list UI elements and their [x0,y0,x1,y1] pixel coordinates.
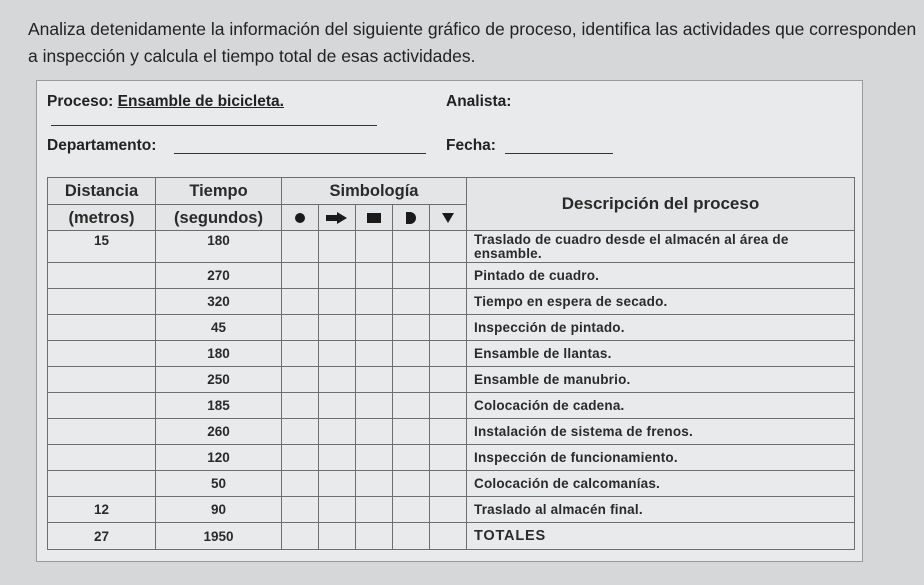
tiempo-cell: 270 [156,263,282,289]
symbol-cell[interactable] [356,341,393,367]
symbol-cell[interactable] [430,289,467,315]
symbol-cell[interactable] [430,263,467,289]
symbol-cell[interactable] [319,445,356,471]
symbol-cell[interactable] [319,471,356,497]
inspection-square-icon [356,205,393,231]
process-table [47,177,855,550]
distancia-cell [48,315,156,341]
symbol-cell[interactable] [319,315,356,341]
symbol-cell[interactable] [319,231,356,263]
descripcion-cell: Traslado al almacén final. [467,497,855,523]
departamento-blank [174,153,426,154]
symbol-cell[interactable] [356,289,393,315]
total-tiempo: 1950 [156,523,282,550]
distancia-cell [48,471,156,497]
symbol-cell[interactable] [430,471,467,497]
table-row [48,341,855,367]
symbol-cell[interactable] [319,263,356,289]
table-row [48,393,855,419]
symbol-cell[interactable] [282,263,319,289]
symbol-total-cell[interactable] [393,523,430,550]
table-row [48,367,855,393]
distancia-cell: 15 [48,231,156,263]
symbol-cell[interactable] [393,263,430,289]
header-tiempo: Tiempo [156,178,282,205]
tiempo-cell: 120 [156,445,282,471]
symbol-cell[interactable] [356,231,393,263]
process-chart-sheet [36,80,863,562]
proceso-value: Ensamble de bicicleta. [117,93,284,110]
symbol-cell[interactable] [393,367,430,393]
descripcion-cell: Colocación de cadena. [467,393,855,419]
descripcion-cell: Ensamble de llantas. [467,341,855,367]
header-simbologia: Simbología [282,178,467,205]
symbol-cell[interactable] [282,497,319,523]
table-row [48,497,855,523]
delay-d-icon [393,205,430,231]
descripcion-cell: Inspección de funcionamiento. [467,445,855,471]
fecha-label: Fecha: [446,137,496,154]
descripcion-cell: Colocación de calcomanías. [467,471,855,497]
symbol-cell[interactable] [319,419,356,445]
proceso-underline [51,125,377,126]
symbol-cell[interactable] [282,445,319,471]
operation-circle-icon [282,205,319,231]
tiempo-cell: 260 [156,419,282,445]
table-row [48,419,855,445]
descripcion-cell: Pintado de cuadro. [467,263,855,289]
tiempo-cell: 250 [156,367,282,393]
tiempo-cell: 180 [156,231,282,263]
totals-row [48,523,855,550]
symbol-cell[interactable] [393,231,430,263]
tiempo-cell: 320 [156,289,282,315]
distancia-cell [48,263,156,289]
totals-label: TOTALES [467,523,855,550]
distancia-cell [48,419,156,445]
distancia-cell: 12 [48,497,156,523]
symbol-cell[interactable] [393,445,430,471]
tiempo-cell: 45 [156,315,282,341]
symbol-total-cell[interactable] [430,523,467,550]
descripcion-cell: Tiempo en espera de secado. [467,289,855,315]
fecha-blank [505,153,613,154]
question-text: Analiza detenidamente la información del siguiente gráfico de proceso, identifica las actividades que corresponden a inspección y calcula el tiempo total de esas actividades. [28,19,917,66]
symbol-cell[interactable] [356,367,393,393]
symbol-cell[interactable] [319,289,356,315]
symbol-cell[interactable] [356,445,393,471]
symbol-cell[interactable] [430,341,467,367]
symbol-cell[interactable] [393,393,430,419]
table-row [48,445,855,471]
distancia-cell [48,367,156,393]
distancia-cell [48,445,156,471]
distancia-cell [48,341,156,367]
symbol-cell[interactable] [282,367,319,393]
proceso-field [47,93,284,111]
tiempo-cell: 50 [156,471,282,497]
symbol-cell[interactable] [282,289,319,315]
header-distancia: Distancia [48,178,156,205]
symbol-cell[interactable] [356,497,393,523]
symbol-cell[interactable] [430,367,467,393]
symbol-cell[interactable] [393,497,430,523]
transport-arrow-icon [319,205,356,231]
symbol-cell[interactable] [356,471,393,497]
table-row [48,289,855,315]
symbol-cell[interactable] [356,393,393,419]
header-tiempo-unit: (segundos) [156,205,282,231]
symbol-cell[interactable] [430,231,467,263]
symbol-cell[interactable] [393,471,430,497]
symbol-cell[interactable] [282,341,319,367]
descripcion-cell: Inspección de pintado. [467,315,855,341]
symbol-cell[interactable] [393,419,430,445]
symbol-cell[interactable] [393,315,430,341]
symbol-cell[interactable] [282,419,319,445]
header-distancia-unit: (metros) [48,205,156,231]
tiempo-cell: 90 [156,497,282,523]
symbol-total-cell[interactable] [319,523,356,550]
table-row [48,231,855,263]
distancia-cell [48,393,156,419]
symbol-cell[interactable] [319,497,356,523]
tiempo-cell: 185 [156,393,282,419]
distancia-cell [48,289,156,315]
symbol-cell[interactable] [430,497,467,523]
tiempo-cell: 180 [156,341,282,367]
symbol-cell[interactable] [319,393,356,419]
symbol-cell[interactable] [282,393,319,419]
symbol-cell[interactable] [319,367,356,393]
descripcion-cell: Ensamble de manubrio. [467,367,855,393]
table-row [48,263,855,289]
symbol-cell[interactable] [393,289,430,315]
departamento-label: Departamento: [47,137,157,154]
total-distancia: 27 [48,523,156,550]
symbol-cell[interactable] [430,315,467,341]
symbol-cell[interactable] [430,419,467,445]
header-descripcion: Descripción del proceso [467,178,855,231]
symbol-cell[interactable] [356,315,393,341]
proceso-label: Proceso: [47,93,114,110]
symbol-cell[interactable] [430,445,467,471]
symbol-total-cell[interactable] [282,523,319,550]
symbol-cell[interactable] [282,231,319,263]
symbol-cell[interactable] [393,341,430,367]
table-row [48,315,855,341]
storage-triangle-icon [430,205,467,231]
symbol-cell[interactable] [430,393,467,419]
symbol-cell[interactable] [356,263,393,289]
symbol-cell[interactable] [356,419,393,445]
symbol-total-cell[interactable] [356,523,393,550]
table-row [48,471,855,497]
symbol-cell[interactable] [282,471,319,497]
symbol-cell[interactable] [282,315,319,341]
descripcion-cell: Instalación de sistema de frenos. [467,419,855,445]
descripcion-cell: Traslado de cuadro desde el almacén al área de ensamble. [467,231,855,263]
symbol-cell[interactable] [319,341,356,367]
analista-label: Analista: [446,93,512,110]
